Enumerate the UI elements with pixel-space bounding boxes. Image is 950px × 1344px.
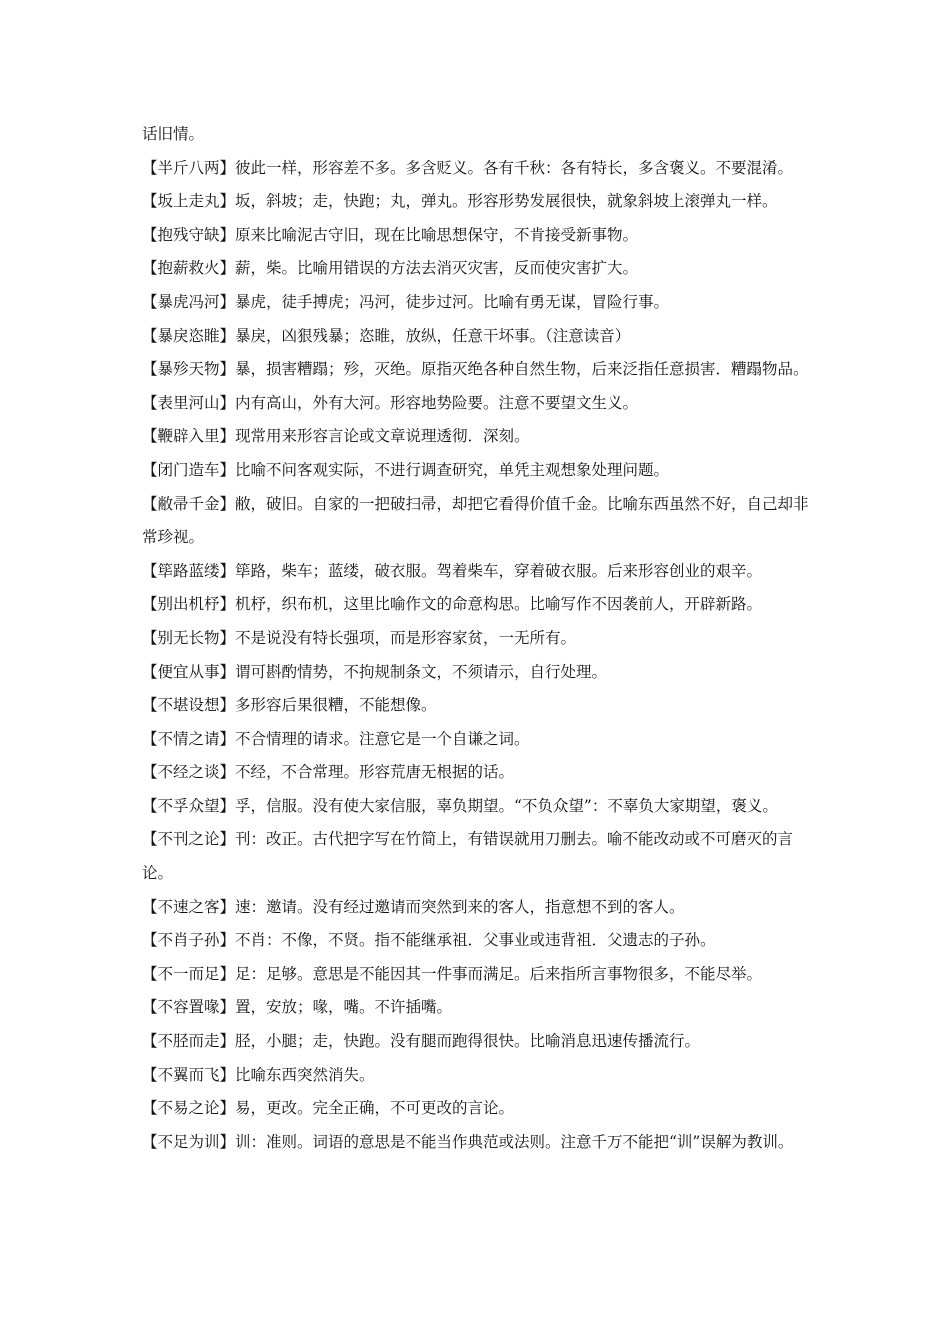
idiom-entry: 【抱残守缺】原来比喻泥古守旧，现在比喻思想保守，不肯接受新事物。 xyxy=(142,225,639,244)
idiom-entry: 【便宜从事】谓可斟酌情势，不拘规制条文，不须请示，自行处理。 xyxy=(142,662,608,681)
idiom-entry: 【不经之谈】不经，不合常理。形容荒唐无根据的话。 xyxy=(142,763,515,782)
idiom-entry: 【闭门造车】比喻不问客观实际，不进行调查研究，单凭主观想象处理问题。 xyxy=(142,460,670,479)
idiom-entry: 【别出机杼】机杼，织布机，这里比喻作文的命意构思。比喻写作不因袭前人，开辟新路。 xyxy=(142,595,763,614)
idiom-entry: 【抱薪救火】薪，柴。比喻用错误的方法去消灭灾害，反而使灾害扩大。 xyxy=(142,259,639,278)
idiom-entry: 【半斤八两】彼此一样，形容差不多。多含贬义。各有千秋：各有特长，多含褒义。不要混淆。 xyxy=(142,158,794,177)
idiom-entry: 【不足为训】训：准则。词语的意思是不能当作典范或法则。注意千万不能把“训”误解为教训。 xyxy=(142,1132,794,1151)
idiom-entry: 【别无长物】不是说没有特长强项，而是形容家贫，一无所有。 xyxy=(142,628,577,647)
idiom-entry: 【表里河山】内有高山，外有大河。形容地势险要。注意不要望文生义。 xyxy=(142,393,639,412)
idiom-entry: 【敝帚千金】敝，破旧。自家的一把破扫帚，却把它看得价值千金。比喻东西虽然不好，自己却非常珍视。 xyxy=(142,494,809,547)
idiom-entry: 【不一而足】足：足够。意思是不能因其一件事而满足。后来指所言事物很多，不能尽举。 xyxy=(142,964,763,983)
idiom-entry: 【不刊之论】刊：改正。古代把字写在竹简上，有错误就用刀删去。喻不能改动或不可磨灭的言论。 xyxy=(142,830,794,883)
idiom-entry: 【坂上走丸】坂，斜坡；走，快跑；丸，弹丸。形容形势发展很快，就象斜坡上滚弹丸一样。 xyxy=(142,192,778,211)
idiom-entry: 【不易之论】易，更改。完全正确，不可更改的言论。 xyxy=(142,1099,515,1118)
idiom-entry: 【暴殄天物】暴，损害糟蹋；殄，灭绝。原指灭绝各种自然生物，后来泛指任意损害．糟蹋物品。 xyxy=(142,360,809,379)
idiom-entry: 【筚路蓝缕】筚路，柴车；蓝缕，破衣服。驾着柴车，穿着破衣服。后来形容创业的艰辛。 xyxy=(142,561,763,580)
idiom-entry: 【不情之请】不合情理的请求。注意它是一个自谦之词。 xyxy=(142,729,530,748)
idiom-entry: 【不容置喙】置，安放；喙，嘴。不许插嘴。 xyxy=(142,998,453,1017)
idiom-entry: 【暴戾恣睢】暴戾，凶狠残暴；恣睢，放纵，任意干坏事。（注意读音） xyxy=(142,326,631,345)
paragraph-continuation: 话旧情。 xyxy=(142,125,205,143)
document-body xyxy=(142,118,814,1159)
idiom-entry: 【不肖子孙】不肖：不像，不贤。指不能继承祖．父事业或违背祖．父遗志的子孙。 xyxy=(142,931,716,950)
idiom-entry: 【不孚众望】孚，信服。没有使大家信服，辜负期望。“不负众望”：不辜负大家期望，褒义。 xyxy=(142,796,778,815)
idiom-entry: 【不速之客】速：邀请。没有经过邀请而突然到来的客人，指意想不到的客人。 xyxy=(142,897,685,916)
idiom-entry: 【不胫而走】胫，小腿；走，快跑。没有腿而跑得很快。比喻消息迅速传播流行。 xyxy=(142,1032,701,1051)
idiom-entry: 【不翼而飞】比喻东西突然消失。 xyxy=(142,1065,375,1084)
idiom-entry: 【不堪设想】多形容后果很糟，不能想像。 xyxy=(142,696,437,715)
idiom-entry: 【鞭辟入里】现常用来形容言论或文章说理透彻．深刻。 xyxy=(142,427,530,446)
idiom-entry: 【暴虎冯河】暴虎，徒手搏虎；冯河，徒步过河。比喻有勇无谋，冒险行事。 xyxy=(142,292,670,311)
